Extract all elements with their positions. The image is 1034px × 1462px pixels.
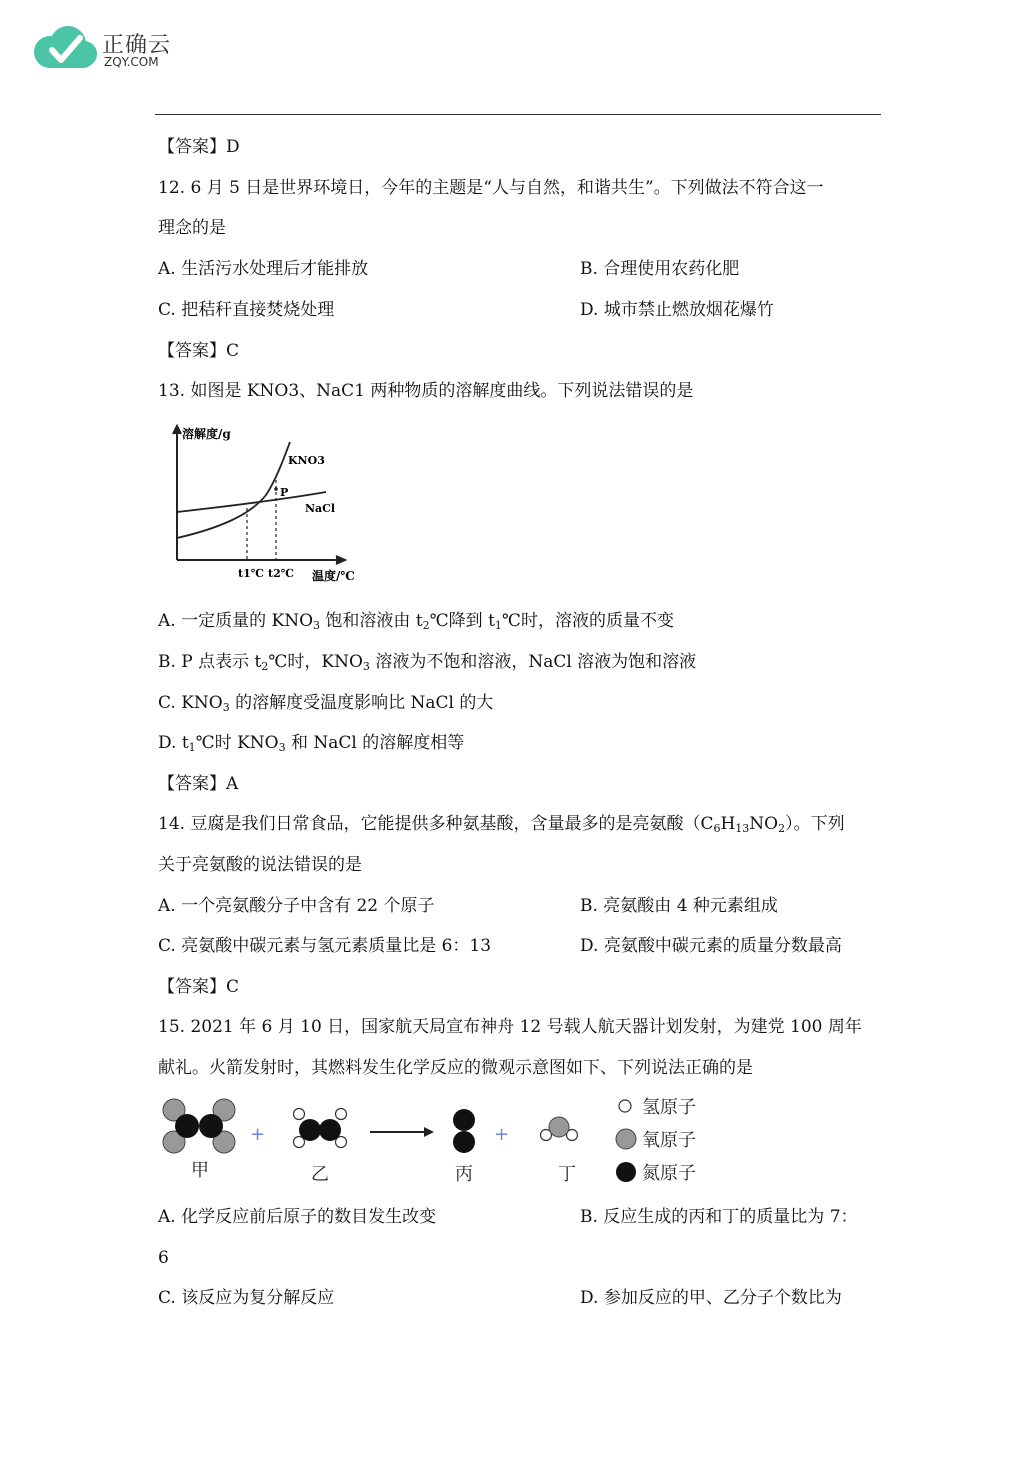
answer-13: 【答案】A	[158, 774, 239, 794]
molecule-jia	[163, 1099, 235, 1153]
x-axis-arrow	[336, 556, 345, 564]
answer-14: 【答案】C	[158, 977, 240, 997]
reaction-arrow	[370, 1127, 434, 1137]
cloud-check-logo-icon	[28, 22, 100, 74]
question-15-line2: 献礼。火箭发射时，其燃料发生化学反应的微观示意图如下、下列说法正确的是	[158, 1058, 753, 1078]
q14-option-d: D. 亮氨酸中碳元素的质量分数最高	[580, 936, 842, 956]
molecule-yi	[294, 1109, 347, 1148]
q13-option-b: B. P 点表示 $t_2℃$时，$KNO_3$ 溶液为不饱和溶液，NaCl 溶液为饱和溶液	[158, 652, 697, 673]
q12-option-b: B. 合理使用农药化肥	[580, 259, 740, 279]
question-14-line1: 14. 豆腐是我们日常食品，它能提供多种氨基酸，含量最多的是亮氨酸$(C_6H_{13}NO_2)$。下列	[158, 814, 845, 835]
answer-11: 【答案】D	[158, 137, 240, 157]
q15-option-a: A. 化学反应前后原子的数目发生改变	[158, 1207, 437, 1227]
q15-option-b-continued: 6	[158, 1248, 169, 1268]
logo	[28, 22, 188, 74]
molecule-ding	[541, 1117, 578, 1141]
question-13: 13. 如图是 KNO3、NaC1 两种物质的溶解度曲线。下列说法错误的是	[158, 381, 694, 401]
legend-oxygen: 氧原子	[642, 1130, 696, 1151]
oxygen-legend-icon	[616, 1129, 636, 1149]
reaction-diagram	[158, 1096, 718, 1192]
q15-option-d: D. 参加反应的甲、乙分子个数比为	[580, 1288, 842, 1308]
label-jia: 甲	[191, 1160, 209, 1181]
plus-2: +	[494, 1124, 510, 1145]
y-axis-label: 溶解度/g	[182, 427, 231, 441]
label-yi: 乙	[311, 1164, 329, 1185]
question-14-line2: 关于亮氨酸的说法错误的是	[158, 855, 362, 875]
q13-option-a: A. 一定质量的 $KNO_3$ 饱和溶液由 $t_2℃$降到 $t_1℃$时，溶液的质量不变	[158, 611, 674, 632]
logo-english-text: ZQY.COM	[104, 55, 159, 69]
q14-option-b: B. 亮氨酸由 4 种元素组成	[580, 896, 778, 916]
tick-t2: t2℃	[268, 567, 294, 580]
q14-option-a: A. 一个亮氨酸分子中含有 22 个原子	[158, 896, 435, 916]
y-axis-arrow	[173, 426, 181, 434]
nacl-series-label: NaCl	[305, 502, 336, 515]
question-12-line2: 理念的是	[158, 218, 226, 238]
q12-option-d: D. 城市禁止燃放烟花爆竹	[580, 300, 774, 320]
tick-t1: t1℃	[238, 567, 264, 580]
kno3-series-label: KNO3	[288, 454, 325, 467]
q13-option-c: C. $KNO_3$ 的溶解度受温度影响比 NaCl 的大	[158, 693, 494, 714]
solubility-chart	[170, 420, 370, 588]
q15-option-c: C. 该反应为复分解反应	[158, 1288, 335, 1308]
answer-12: 【答案】C	[158, 341, 240, 361]
point-p-label: P	[280, 486, 289, 499]
hydrogen-legend-icon	[619, 1100, 631, 1112]
header-divider	[155, 114, 881, 115]
q12-option-c: C. 把秸秆直接焚烧处理	[158, 300, 335, 320]
plus-1: +	[250, 1124, 266, 1145]
x-axis-label: 温度/℃	[312, 569, 355, 583]
kno3-curve	[177, 442, 290, 538]
molecule-bing	[453, 1109, 475, 1153]
q12-option-a: A. 生活污水处理后才能排放	[158, 259, 369, 279]
question-12-line1: 12. 6 月 5 日是世界环境日，今年的主题是“人与自然，和谐共生”。下列做法不符合这一	[158, 178, 824, 198]
legend	[616, 1097, 696, 1184]
point-p-marker	[274, 487, 278, 491]
legend-nitrogen: 氮原子	[642, 1163, 696, 1184]
logo-chinese-text: 正确云	[102, 33, 172, 58]
q13-option-d: D. $t_1℃$时 $KNO_3$ 和 NaCl 的溶解度相等	[158, 733, 465, 754]
q14-option-c: C. 亮氨酸中碳元素与氢元素质量比是 6：13	[158, 936, 492, 956]
label-ding: 丁	[558, 1164, 576, 1185]
question-15-line1: 15. 2021 年 6 月 10 日，国家航天局宣布神舟 12 号载人航天器计划发射，为建党 100 周年	[158, 1017, 862, 1037]
label-bing: 丙	[455, 1164, 473, 1185]
legend-hydrogen: 氢原子	[642, 1097, 696, 1118]
q15-option-b: B. 反应生成的丙和丁的质量比为 7：	[580, 1207, 858, 1227]
nitrogen-legend-icon	[616, 1162, 636, 1182]
